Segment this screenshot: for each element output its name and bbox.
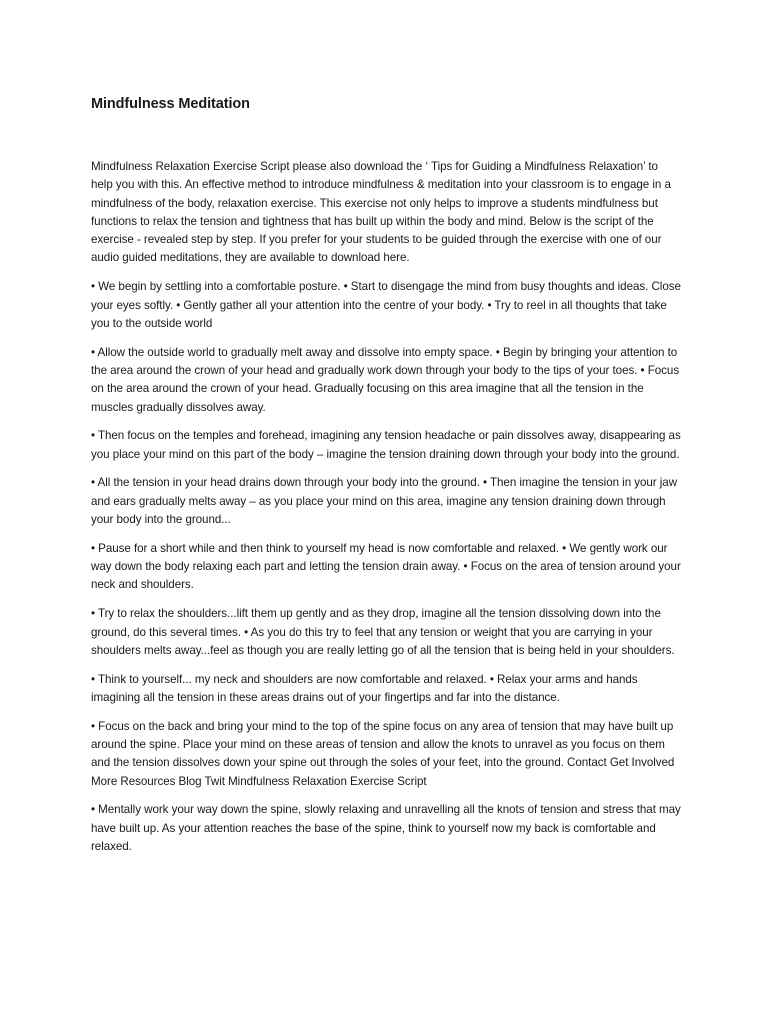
intro-paragraph: Mindfulness Relaxation Exercise Script please also download the ‘ Tips for Guiding a Mindfulness Relaxation’ to help you with this. An effective method to introduce mindfulness & meditation into your classroom is to engage in a mindfulness of the body, relaxation exercise. This exercise not only helps to improve a students mindfulness but functions to relax the tension and tightness that has built up within the body and mind. Below is the script of the exercise - revealed step by step. If you prefer for your students to be guided through the exercise with one of our audio guided meditations, they are available to download here. <box>91 160 671 265</box>
paragraph-base-of-spine: • Mentally work your way down the spine, slowly relaxing and unravelling all the knots of tension and stress that may have built up. As your attention reaches the base of the spine, think to yourself now my back is comfortable and relaxed. <box>91 803 681 853</box>
paragraph-temples-forehead: • Then focus on the temples and forehead, imagining any tension headache or pain dissolves away, disappearing as you place your mind on this part of the body – imagine the tension draining down through your body into the ground. <box>91 429 681 461</box>
paragraph-posture: • We begin by settling into a comfortable posture. • Start to disengage the mind from busy thoughts and ideas. Close your eyes softly. • Gently gather all your attention into the centre of your body. • Try to reel in all thoughts that take you to the outside world <box>91 280 681 330</box>
page-title: Mindfulness Meditation <box>91 96 250 112</box>
paragraph-jaw-ears: • All the tension in your head drains down through your body into the ground. • Then imagine the tension in your jaw and ears gradually melts away – as you place your mind on this area, imagine any tension draining down through your body into the ground... <box>91 476 678 527</box>
paragraph-neck-shoulders: • Pause for a short while and then think to yourself my head is now comfortable and relaxed. • We gently work our way down the body relaxing each part and letting the tension drain away. • Focus on the area of tension around your neck and shoulders. <box>91 541 681 592</box>
paragraph-relax-shoulders: • Try to relax the shoulders...lift them up gently and as they drop, imagine all the tension dissolving down into the ground, do this several times. • As you do this try to feel that any tension or weight that you are carrying in your shoulders melts away...feel as though you are really letting go of all the tension that is being held in your shoulders. <box>91 607 675 657</box>
paragraph-back-spine: • Focus on the back and bring your mind to the top of the spine focus on any area of tension that may have built up around the spine. Place your mind on these areas of tension and allow the knots to unravel as you focus on them and the tension dissolves down your spine out through the soles of your feet, into the ground. Contact Get Involved More Resources Blog Twit Mindfulness Relaxation Exercise Script <box>91 719 675 788</box>
paragraph-crown-of-head: • Allow the outside world to gradually melt away and dissolve into empty space. • Begin by bringing your attention to the area around the crown of your head and gradually work down through your body to the tips of your toes. • Focus on the area around the crown of your head. Gradually focusing on this area imagine that all the tension in the muscles gradually dissolves away. <box>91 345 680 414</box>
paragraph-arms-hands: • Think to yourself... my neck and shoulders are now comfortable and relaxed. • Relax your arms and hands imagining all the tension in these areas drains out of your fingertips and far into the distance. <box>91 672 638 704</box>
document-body <box>91 94 681 867</box>
